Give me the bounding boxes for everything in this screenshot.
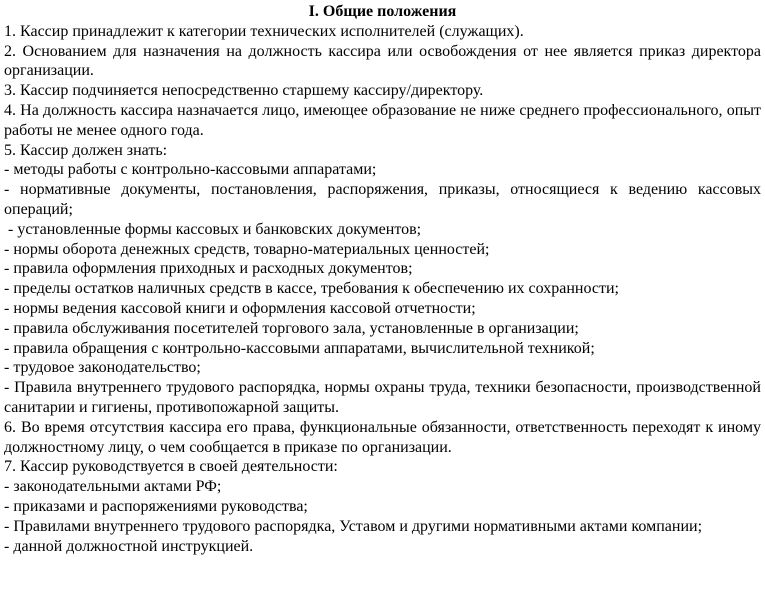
list-item: - пределы остатков наличных средств в кассе, требования к обеспечению их сохранности;: [4, 280, 619, 298]
paragraph-2: 2. Основанием для назначения на должность кассира или освобождения от нее является приказ директора организации.: [4, 42, 761, 80]
list-item: - правила обслуживания посетителей торгового зала, установленные в организации;: [4, 319, 579, 337]
list-item: - нормативные документы, постановления, распоряжения, приказы, относящиеся к ведению кассовых операций;: [4, 181, 761, 218]
paragraph-1: 1. Кассир принадлежит к категории технических исполнителей (служащих).: [4, 22, 524, 40]
list-item: - приказами и распоряжениями руководства;: [4, 497, 308, 515]
section-title: I. Общие положения: [308, 3, 457, 20]
paragraph-3: 3. Кассир подчиняется непосредственно старшему кассиру/директору.: [4, 82, 484, 100]
list-item: - законодательными актами РФ;: [4, 478, 222, 496]
list-item: - трудовое законодательство;: [4, 359, 201, 377]
list-item: - данной должностной инструкцией.: [4, 537, 254, 555]
list-item: - Правилами внутреннего трудового распорядка, Уставом и другими нормативными актами компании;: [4, 517, 703, 535]
paragraph-4: 4. На должность кассира назначается лицо, имеющее образование не ниже среднего профессионального, опыт работы не менее одного года.: [4, 101, 761, 139]
list-item: - нормы оборота денежных средств, товарно-материальных ценностей;: [4, 240, 490, 258]
list-item: - установленные формы кассовых и банковских документов;: [4, 220, 422, 238]
list-item: - правила оформления приходных и расходных документов;: [4, 260, 413, 278]
paragraph-6: 6. Во время отсутствия кассира его права, функциональные обязанности, ответственность переходят к иному должностному лицу, о чем сообщается в приказе по организации.: [4, 418, 761, 456]
list-item: - правила обращения с контрольно-кассовыми аппаратами, вычислительной техникой;: [4, 339, 595, 357]
list-item: - методы работы с контрольно-кассовыми аппаратами;: [4, 161, 377, 179]
paragraph-7: 7. Кассир руководствуется в своей деятельности:: [4, 458, 338, 476]
list-item: - Правила внутреннего трудового распорядка, нормы охраны труда, техники безопасности, производственной санитарии и гигиены, противопожарной защиты.: [4, 379, 761, 416]
paragraph-5: 5. Кассир должен знать:: [4, 141, 168, 159]
list-item: - нормы ведения кассовой книги и оформления кассовой отчетности;: [4, 299, 476, 317]
